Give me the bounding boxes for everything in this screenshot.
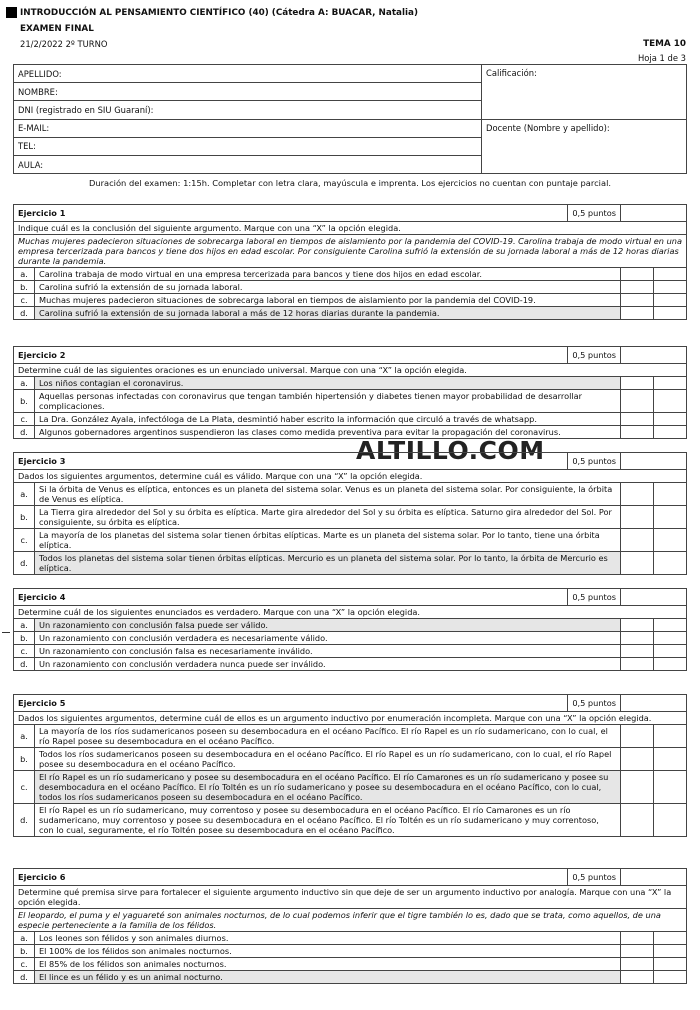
answer-box[interactable] xyxy=(621,725,654,748)
exercise-2 xyxy=(13,346,687,439)
answer-box-extra xyxy=(654,725,687,748)
option-text: Los niños contagian el coronavirus. xyxy=(35,377,621,390)
option-letter: a. xyxy=(14,483,35,506)
answer-box[interactable] xyxy=(621,804,654,837)
option-text: Carolina sufrió la extensión de su jornada laboral a más de 12 horas diarias durante la pandemia. xyxy=(35,307,621,320)
option-letter: d. xyxy=(14,971,35,984)
answer-box-extra xyxy=(654,413,687,426)
answer-box[interactable] xyxy=(621,506,654,529)
exercise-title: Ejercicio 1 xyxy=(14,205,568,222)
answer-box[interactable] xyxy=(621,971,654,984)
exercise-title: Ejercicio 3 xyxy=(14,453,568,470)
course-title: INTRODUCCIÓN AL PENSAMIENTO CIENTÍFICO (40) (Cátedra A: BUACAR, Natalia) xyxy=(20,8,418,18)
sheet-label: Hoja 1 de 3 xyxy=(638,53,686,63)
score-box[interactable] xyxy=(621,205,687,222)
option-text: La Dra. González Ayala, infectóloga de La Plata, desmintió haber escrito la información que circuló a través de whatsapp. xyxy=(35,413,621,426)
exercise-instruction: Indique cuál es la conclusión del siguiente argumento. Marque con una “X” la opción elegida. xyxy=(14,222,687,235)
apellido-field[interactable]: APELLIDO: xyxy=(14,65,482,83)
answer-box[interactable] xyxy=(621,377,654,390)
margin-tick xyxy=(2,632,10,633)
option-letter: a. xyxy=(14,268,35,281)
option-text: Algunos gobernadores argentinos suspendieron las clases como medida preventiva para evitar la propagación del coronavirus. xyxy=(35,426,621,439)
option-letter: c. xyxy=(14,645,35,658)
option-letter: b. xyxy=(14,945,35,958)
exercise-4 xyxy=(13,588,687,671)
exercise-instruction: Determine cuál de las siguientes oraciones es un enunciado universal. Marque con una “X” la opción elegida. xyxy=(14,364,687,377)
exercise-title: Ejercicio 5 xyxy=(14,695,568,712)
answer-box[interactable] xyxy=(621,294,654,307)
option-text: Todos los ríos sudamericanos poseen su desembocadura en el océano Pacífico. El río Rapel es un río sudamericano, con lo cual, el río Rapel posee su desembocadura en el océano Pacífico. xyxy=(35,748,621,771)
option-text: Carolina sufrió la extensión de su jornada laboral. xyxy=(35,281,621,294)
answer-box[interactable] xyxy=(621,281,654,294)
option-letter: d. xyxy=(14,426,35,439)
exercise-points: 0,5 puntos xyxy=(568,695,621,712)
answer-box[interactable] xyxy=(621,483,654,506)
answer-box-extra xyxy=(654,506,687,529)
answer-box[interactable] xyxy=(621,958,654,971)
exercise-points: 0,5 puntos xyxy=(568,347,621,364)
exercise-passage: Muchas mujeres padecieron situaciones de sobrecarga laboral en tiempos de aislamiento por la pandemia del COVID-19. Carolina trabaja de modo virtual en una empresa tercerizada para bancos y tiene dos hijos en edad escolar. Por consiguiente Carolina sufrió la extensión de su jornada laboral a más de 12 horas diarias durante la pandemia. xyxy=(14,235,687,268)
option-letter: c. xyxy=(14,413,35,426)
email-field[interactable]: E-MAIL: xyxy=(14,119,482,137)
score-box[interactable] xyxy=(621,695,687,712)
exercise-1 xyxy=(13,204,687,320)
exercise-5 xyxy=(13,694,687,837)
answer-box[interactable] xyxy=(621,268,654,281)
exercise-instruction: Determine cuál de los siguientes enunciados es verdadero. Marque con una “X” la opción elegida. xyxy=(14,606,687,619)
answer-box-extra xyxy=(654,426,687,439)
dni-field[interactable]: DNI (registrado en SIU Guaraní): xyxy=(14,101,482,119)
score-box[interactable] xyxy=(621,347,687,364)
exercise-title: Ejercicio 6 xyxy=(14,869,568,886)
watermark-logo: ALTILLO.COM xyxy=(356,436,545,465)
nombre-field[interactable]: NOMBRE: xyxy=(14,83,482,101)
option-text: El río Rapel es un río sudamericano y posee su desembocadura en el océano Pacífico. El río Camarones es un río sudamericano y posee su desembocadura en el océano Pacífico. El río Toltén es un río sudamericano y posee su desembocadura en el océano Pacífico, con lo cual, todos los ríos sudamericanos poseen su desembocadura en el océano Pacífico. xyxy=(35,771,621,804)
calificacion-field: Calificación: xyxy=(482,65,687,120)
answer-box[interactable] xyxy=(621,413,654,426)
student-info-table xyxy=(13,64,687,174)
answer-box-extra xyxy=(654,958,687,971)
header-marker xyxy=(6,7,17,18)
option-text: Muchas mujeres padecieron situaciones de sobrecarga laboral en tiempos de aislamiento por la pandemia del COVID-19. xyxy=(35,294,621,307)
answer-box[interactable] xyxy=(621,390,654,413)
option-letter: c. xyxy=(14,771,35,804)
exercise-6 xyxy=(13,868,687,984)
answer-box-extra xyxy=(654,748,687,771)
exam-date: 21/2/2022 2º TURNO xyxy=(20,39,108,49)
answer-box[interactable] xyxy=(621,552,654,575)
exam-title: EXAMEN FINAL xyxy=(20,24,94,34)
option-letter: c. xyxy=(14,294,35,307)
aula-field[interactable]: AULA: xyxy=(14,155,482,173)
option-letter: b. xyxy=(14,390,35,413)
docente-field: Docente (Nombre y apellido): xyxy=(482,119,687,174)
answer-box-extra xyxy=(654,658,687,671)
option-text: El lince es un félido y es un animal nocturno. xyxy=(35,971,621,984)
option-letter: c. xyxy=(14,529,35,552)
option-letter: a. xyxy=(14,377,35,390)
option-text: El 100% de los félidos son animales nocturnos. xyxy=(35,945,621,958)
answer-box[interactable] xyxy=(621,307,654,320)
exercise-title: Ejercicio 4 xyxy=(14,589,568,606)
exercise-instruction: Determine qué premisa sirve para fortalecer el siguiente argumento inductivo sin que deje de ser un argumento inductivo por analogía. Marque con una “X” la opción elegida. xyxy=(14,886,687,909)
answer-box[interactable] xyxy=(621,771,654,804)
option-text: El río Rapel es un río sudamericano, muy correntoso y posee su desembocadura en el océano Pacífico. El río Camarones es un río sudamericano, muy correntoso y posee su desembocadura en el océano Pacífico. El río Toltén es un río sudamericano y muy correntoso, con lo cual, seguramente, el río Toltén posee su desembocadura en el océano Pacífico. xyxy=(35,804,621,837)
exercise-points: 0,5 puntos xyxy=(568,589,621,606)
answer-box-extra xyxy=(654,281,687,294)
answer-box[interactable] xyxy=(621,529,654,552)
option-letter: b. xyxy=(14,281,35,294)
option-letter: a. xyxy=(14,725,35,748)
option-letter: a. xyxy=(14,619,35,632)
option-letter: b. xyxy=(14,748,35,771)
option-text: El 85% de los félidos son animales nocturnos. xyxy=(35,958,621,971)
option-text: Carolina trabaja de modo virtual en una empresa tercerizada para bancos y tiene dos hijos en edad escolar. xyxy=(35,268,621,281)
option-text: La mayoría de los planetas del sistema solar tienen órbitas elípticas. Marte es un planeta del sistema solar. Por lo tanto, tiene una órbita elíptica. xyxy=(35,529,621,552)
answer-box[interactable] xyxy=(621,645,654,658)
option-text: Un razonamiento con conclusión falsa es necesariamente inválido. xyxy=(35,645,621,658)
exercise-title: Ejercicio 2 xyxy=(14,347,568,364)
answer-box-extra xyxy=(654,268,687,281)
exercise-3 xyxy=(13,452,687,575)
exercise-points: 0,5 puntos xyxy=(568,869,621,886)
score-box[interactable] xyxy=(621,453,687,470)
tel-field[interactable]: TEL: xyxy=(14,137,482,155)
score-box[interactable] xyxy=(621,589,687,606)
answer-box[interactable] xyxy=(621,945,654,958)
option-letter: b. xyxy=(14,632,35,645)
option-text: Un razonamiento con conclusión verdadera nunca puede ser inválido. xyxy=(35,658,621,671)
answer-box-extra xyxy=(654,645,687,658)
answer-box-extra xyxy=(654,945,687,958)
answer-box-extra xyxy=(654,619,687,632)
option-text: Los leones son félidos y son animales diurnos. xyxy=(35,932,621,945)
answer-box-extra xyxy=(654,390,687,413)
exercise-passage: El leopardo, el puma y el yaguareté son animales nocturnos, de lo cual podemos inferir que el tigre también lo es, dado que se trata, como aquellos, de una especie perteneciente a la familia de los félidos. xyxy=(14,909,687,932)
option-letter: d. xyxy=(14,804,35,837)
option-text: Aquellas personas infectadas con coronavirus que tengan también hipertensión y diabetes tienen mayor probabilidad de desarrollar complicaciones. xyxy=(35,390,621,413)
option-letter: d. xyxy=(14,552,35,575)
option-text: Un razonamiento con conclusión falsa puede ser válido. xyxy=(35,619,621,632)
exercise-points: 0,5 puntos xyxy=(568,205,621,222)
option-letter: c. xyxy=(14,958,35,971)
answer-box-extra xyxy=(654,971,687,984)
answer-box-extra xyxy=(654,932,687,945)
answer-box[interactable] xyxy=(621,632,654,645)
answer-box-extra xyxy=(654,552,687,575)
option-text: La Tierra gira alrededor del Sol y su órbita es elíptica. Marte gira alrededor del Sol y su órbita es elíptica. Saturno gira alrededor del Sol. Por consiguiente, su órbita es elíptica. xyxy=(35,506,621,529)
option-letter: d. xyxy=(14,658,35,671)
option-letter: a. xyxy=(14,932,35,945)
tema-label: TEMA 10 xyxy=(643,39,686,49)
option-text: Todos los planetas del sistema solar tienen órbitas elípticas. Mercurio es un planeta del sistema solar. Por lo tanto, la órbita de Mercurio es elíptica. xyxy=(35,552,621,575)
answer-box[interactable] xyxy=(621,932,654,945)
answer-box-extra xyxy=(654,377,687,390)
score-box[interactable] xyxy=(621,869,687,886)
exercise-points: 0,5 puntos xyxy=(568,453,621,470)
answer-box[interactable] xyxy=(621,748,654,771)
option-text: Un razonamiento con conclusión verdadera es necesariamente válido. xyxy=(35,632,621,645)
option-letter: b. xyxy=(14,506,35,529)
answer-box-extra xyxy=(654,529,687,552)
answer-box[interactable] xyxy=(621,658,654,671)
answer-box-extra xyxy=(654,804,687,837)
answer-box[interactable] xyxy=(621,426,654,439)
answer-box-extra xyxy=(654,483,687,506)
answer-box-extra xyxy=(654,771,687,804)
answer-box[interactable] xyxy=(621,619,654,632)
exercise-instruction: Dados los siguientes argumentos, determine cuál de ellos es un argumento inductivo por enumeración incompleta. Marque con una “X” la opción elegida. xyxy=(14,712,687,725)
answer-box-extra xyxy=(654,294,687,307)
duration-note: Duración del examen: 1:15h. Completar con letra clara, mayúscula e imprenta. Los ejercicios no cuentan con puntaje parcial. xyxy=(88,178,612,188)
answer-box-extra xyxy=(654,307,687,320)
answer-box-extra xyxy=(654,632,687,645)
option-text: Si la órbita de Venus es elíptica, entonces es un planeta del sistema solar. Venus es un planeta del sistema solar. Por consiguiente, la órbita de Venus es elíptica. xyxy=(35,483,621,506)
exercise-instruction: Dados los siguientes argumentos, determine cuál es válido. Marque con una “X” la opción elegida. xyxy=(14,470,687,483)
option-letter: d. xyxy=(14,307,35,320)
option-text: La mayoría de los ríos sudamericanos poseen su desembocadura en el océano Pacífico. El río Rapel es un río sudamericano, con lo cual, el río Rapel posee su desembocadura en el océano Pacífico. xyxy=(35,725,621,748)
